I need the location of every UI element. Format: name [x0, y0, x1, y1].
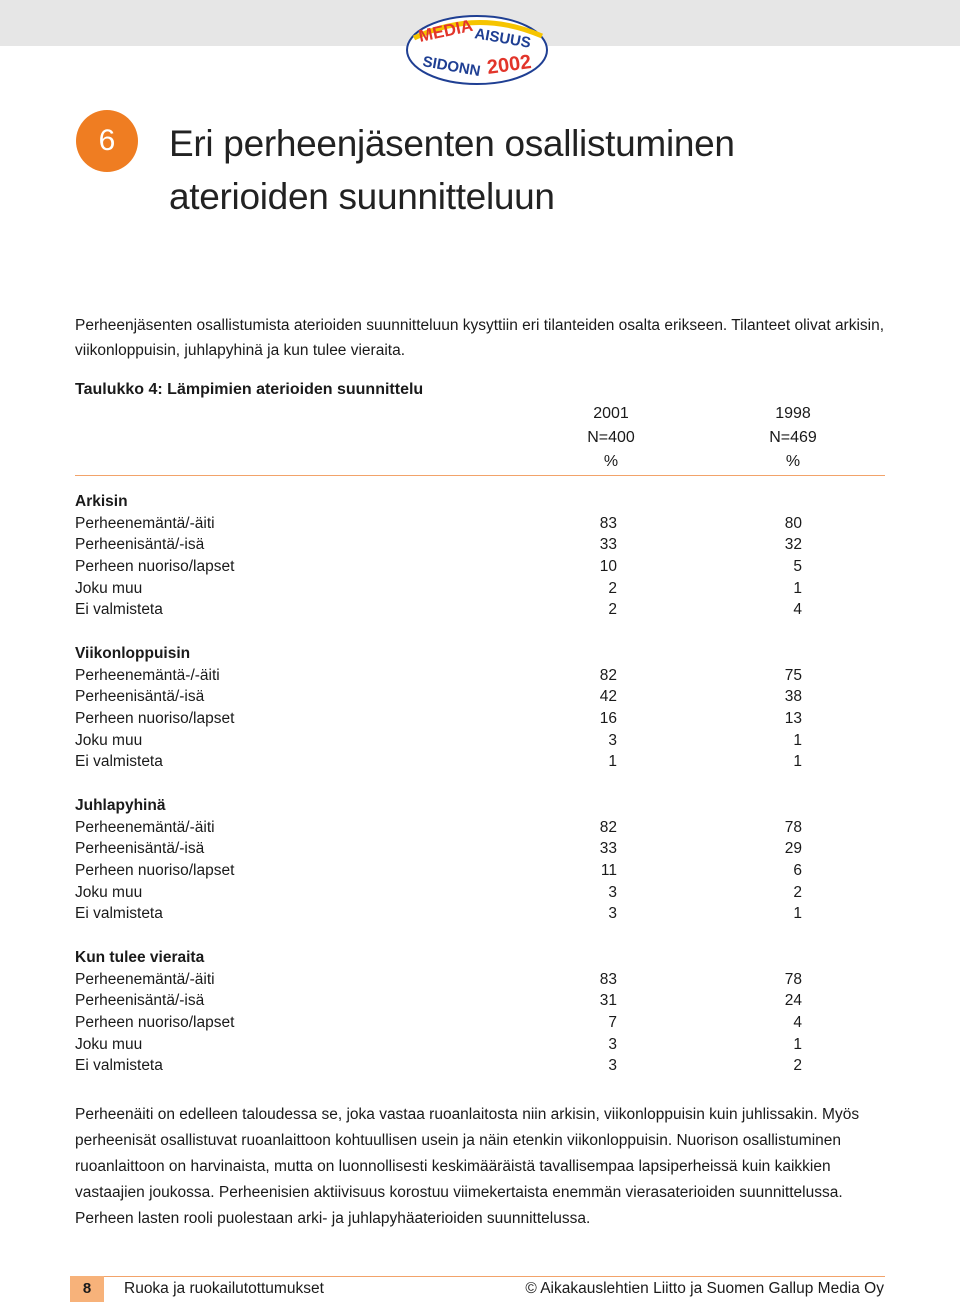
section-heading: [75, 491, 875, 513]
row-label: Perheen nuoriso/lapset: [75, 558, 235, 576]
value-1998: 32: [784, 536, 802, 554]
table-row: [75, 1034, 875, 1056]
value-1998: 80: [784, 514, 802, 532]
table-row: [75, 969, 875, 991]
value-2001: 2: [608, 601, 617, 619]
row-label: Perheenemäntä-/-äiti: [75, 666, 220, 684]
table-row: [75, 708, 875, 730]
row-label: Joku muu: [75, 1035, 143, 1053]
row-label: Perheenemäntä/-äiti: [75, 514, 215, 532]
section-heading-label: Kun tulee vieraita: [75, 949, 205, 966]
footer-publication-title: Ruoka ja ruokailutottumukset: [124, 1280, 324, 1297]
page-number: 8: [70, 1276, 104, 1302]
summary-paragraph: Perheenäiti on edelleen taloudessa se, joka vastaa ruoanlaitosta niin arkisin, viikonloppuisin kuin juhlissakin. Myös perheenisät osallistuvat ruoanlaittoon kohtuullisen usein ja näin etenkin viikonloppuisin. Nuorison osallistuminen ruoanlaittoon on harvinaista, mutta on luonnollisesti keskimääräistä tavallisempaa lapsiperheissä kuin kaikkien vastaajien joukossa. Perheenisien aktiivisuus korostuu viimekertaista enemmän vierasaterioiden suunnittelussa. Perheen lasten rooli puolestaan arki- ja juhlapyhäaterioiden suunnittelussa.: [75, 1106, 860, 1227]
column-unit: %: [603, 453, 619, 470]
value-1998: 24: [784, 992, 802, 1010]
value-1998: 1: [793, 753, 802, 771]
svg-text:SIDONN: SIDONN: [421, 53, 482, 81]
column-year: 2001: [593, 405, 629, 422]
column-year: 1998: [775, 405, 811, 422]
value-1998: 4: [793, 1014, 802, 1032]
table-row: [75, 534, 875, 556]
value-1998: 38: [784, 688, 802, 706]
value-1998: 78: [784, 970, 802, 988]
value-2001: 3: [608, 1035, 617, 1053]
section-heading-label: Viikonloppuisin: [75, 645, 191, 662]
table-row: [75, 903, 875, 925]
value-1998: 13: [784, 710, 802, 728]
table-row: [75, 1055, 875, 1077]
section-heading-label: Juhlapyhinä: [75, 797, 166, 814]
value-1998: 1: [793, 731, 802, 749]
value-2001: 10: [599, 558, 617, 576]
value-2001: 83: [599, 514, 617, 532]
value-1998: 2: [793, 1057, 802, 1075]
row-label: Ei valmisteta: [75, 1057, 163, 1075]
table-row: [75, 751, 875, 773]
table-row: [75, 513, 875, 535]
value-2001: 3: [608, 1057, 617, 1075]
svg-text:AISUUS: AISUUS: [473, 25, 533, 52]
value-1998: 1: [793, 579, 802, 597]
row-label: Perheenemäntä/-äiti: [75, 970, 215, 988]
table-divider: [75, 475, 885, 476]
section-heading: [75, 643, 875, 665]
svg-text:MEDIA: MEDIA: [416, 15, 475, 46]
section-heading: [75, 795, 875, 817]
column-n: N=469: [769, 429, 817, 446]
row-label: Perheenisäntä/-isä: [75, 536, 205, 554]
table-title: Taulukko 4: Lämpimien aterioiden suunnittelu: [75, 381, 424, 398]
value-2001: 1: [608, 753, 617, 771]
table-row: [75, 990, 875, 1012]
svg-text:2002: 2002: [485, 50, 533, 79]
section-viikonloppuisin: [75, 643, 875, 795]
table-row: [75, 882, 875, 904]
value-1998: 5: [793, 558, 802, 576]
row-label: Perheenisäntä/-isä: [75, 688, 205, 706]
value-2001: 2: [608, 579, 617, 597]
table-row: [75, 599, 875, 621]
section-heading-label: Arkisin: [75, 493, 128, 510]
value-2001: 82: [599, 666, 617, 684]
section-arkisin: [75, 491, 875, 643]
row-label: Perheen nuoriso/lapset: [75, 862, 235, 880]
table-row: [75, 1012, 875, 1034]
value-2001: 3: [608, 883, 617, 901]
row-label: Joku muu: [75, 883, 143, 901]
row-label: Perheenisäntä/-isä: [75, 992, 205, 1010]
value-1998: 6: [793, 862, 802, 880]
media-sidonnaisuus-logo: [402, 8, 552, 90]
row-label: Perheenemäntä/-äiti: [75, 818, 215, 836]
value-2001: 3: [608, 905, 617, 923]
value-2001: 83: [599, 970, 617, 988]
column-unit: %: [785, 453, 801, 470]
column-n: N=400: [587, 429, 635, 446]
row-label: Joku muu: [75, 579, 143, 597]
row-label: Joku muu: [75, 731, 143, 749]
column-header-1998: [743, 402, 843, 474]
footer-copyright: © Aikakauslehtien Liitto ja Suomen Gallup Media Oy: [525, 1280, 884, 1297]
value-2001: 31: [599, 992, 617, 1010]
section-heading: [75, 947, 875, 969]
chapter-title: Eri perheenjäsenten osallistuminen aterioiden suunnitteluun: [169, 123, 735, 217]
value-1998: 1: [793, 905, 802, 923]
value-1998: 75: [784, 666, 802, 684]
section-juhlapyhina: [75, 795, 875, 947]
intro-paragraph: Perheenjäsenten osallistumista aterioiden suunnitteluun kysyttiin eri tilanteiden osalta erikseen. Tilanteet olivat arkisin, viikonloppuisin, juhlapyhinä ja kun tulee vieraita.: [75, 317, 885, 359]
chapter-number-badge: 6: [76, 110, 138, 172]
value-1998: 78: [784, 818, 802, 836]
value-2001: 7: [608, 1014, 617, 1032]
table-row: [75, 578, 875, 600]
value-2001: 33: [599, 536, 617, 554]
table-row: [75, 838, 875, 860]
table-row: [75, 860, 875, 882]
footer-divider: [70, 1276, 885, 1277]
value-2001: 11: [600, 862, 617, 880]
section-kun-tulee-vieraita: [75, 947, 875, 1099]
value-2001: 3: [608, 731, 617, 749]
value-1998: 4: [793, 601, 802, 619]
row-label: Perheen nuoriso/lapset: [75, 710, 235, 728]
table-body: [75, 491, 875, 1099]
table-row: [75, 730, 875, 752]
row-label: Perheen nuoriso/lapset: [75, 1014, 235, 1032]
table-row: [75, 665, 875, 687]
value-2001: 33: [599, 840, 617, 858]
table-row: [75, 686, 875, 708]
table-row: [75, 817, 875, 839]
row-label: Perheenisäntä/-isä: [75, 840, 205, 858]
row-label: Ei valmisteta: [75, 905, 163, 923]
value-2001: 42: [599, 688, 617, 706]
value-1998: 2: [793, 883, 802, 901]
value-2001: 82: [599, 818, 617, 836]
value-2001: 16: [599, 710, 617, 728]
row-label: Ei valmisteta: [75, 601, 163, 619]
column-header-2001: [561, 402, 661, 474]
row-label: Ei valmisteta: [75, 753, 163, 771]
table-row: [75, 556, 875, 578]
value-1998: 29: [784, 840, 802, 858]
value-1998: 1: [793, 1035, 802, 1053]
